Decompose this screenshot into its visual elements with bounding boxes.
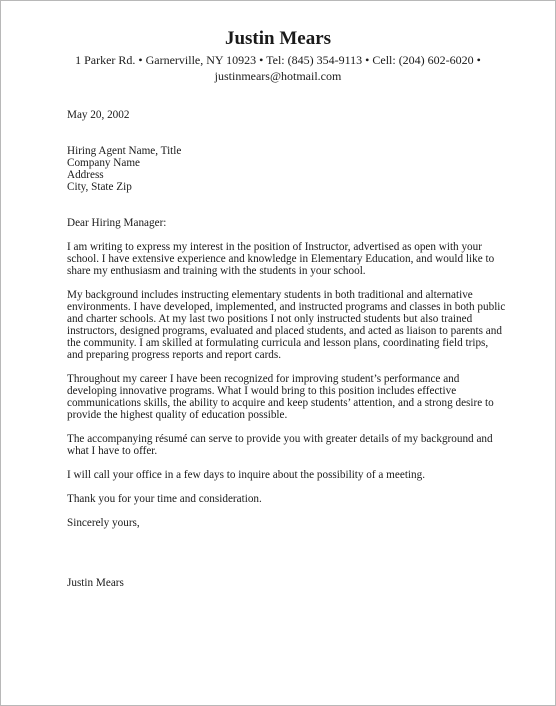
recipient-line: Company Name — [67, 157, 141, 169]
closing: Sincerely yours, — [67, 517, 140, 529]
sender-contact — [0, 52, 556, 84]
recipient-block — [67, 145, 507, 193]
letter-date: May 20, 2002 — [67, 109, 130, 121]
letter-body — [67, 109, 507, 589]
paragraph: I will call your office in a few days to inquire about the possibility of a meeting. — [67, 469, 426, 481]
letterhead — [0, 28, 556, 84]
recipient-line: City, State Zip — [67, 181, 132, 193]
paragraph: My background includes instructing elementary students in both traditional and alternative environments. I have developed, implemented, and instructed programs and classes in both public and charter schools. At my last two positions I not only instructed students but also trained instructors, designed programs, evaluated and placed students, and acted as liaison to parents and the community. I am skilled at formulating curricula and lesson plans, coordinating field trips, and preparing progress reports and report cards. — [67, 289, 506, 361]
sender-name: Justin Mears — [224, 28, 332, 49]
salutation: Dear Hiring Manager: — [67, 217, 167, 229]
recipient-line: Hiring Agent Name, Title — [67, 145, 182, 157]
signature-name: Justin Mears — [67, 577, 124, 589]
contact-email: justinmears@hotmail.com — [214, 69, 342, 83]
recipient-line: Address — [67, 169, 104, 181]
paragraph: I am writing to express my interest in the position of Instructor, advertised as open with your school. I have extensive experience and knowledge in Elementary Education, and would like to share my enthusiasm and training with the students in your school. — [67, 241, 495, 277]
paragraph: Thank you for your time and consideration. — [67, 493, 262, 505]
paragraph: The accompanying résumé can serve to provide you with greater details of my background and what I have to offer. — [67, 433, 493, 457]
contact-address-line: 1 Parker Rd. • Garnerville, NY 10923 • Tel: (845) 354-9113 • Cell: (204) 602-6020 • — [75, 53, 481, 67]
paragraph: Throughout my career I have been recognized for improving student’s performance and developing innovative programs. What I would bring to this position includes effective communications skills, the ability to acquire and keep students’ attention, and a strong desire to provide the highest quality of education possible. — [67, 373, 494, 421]
